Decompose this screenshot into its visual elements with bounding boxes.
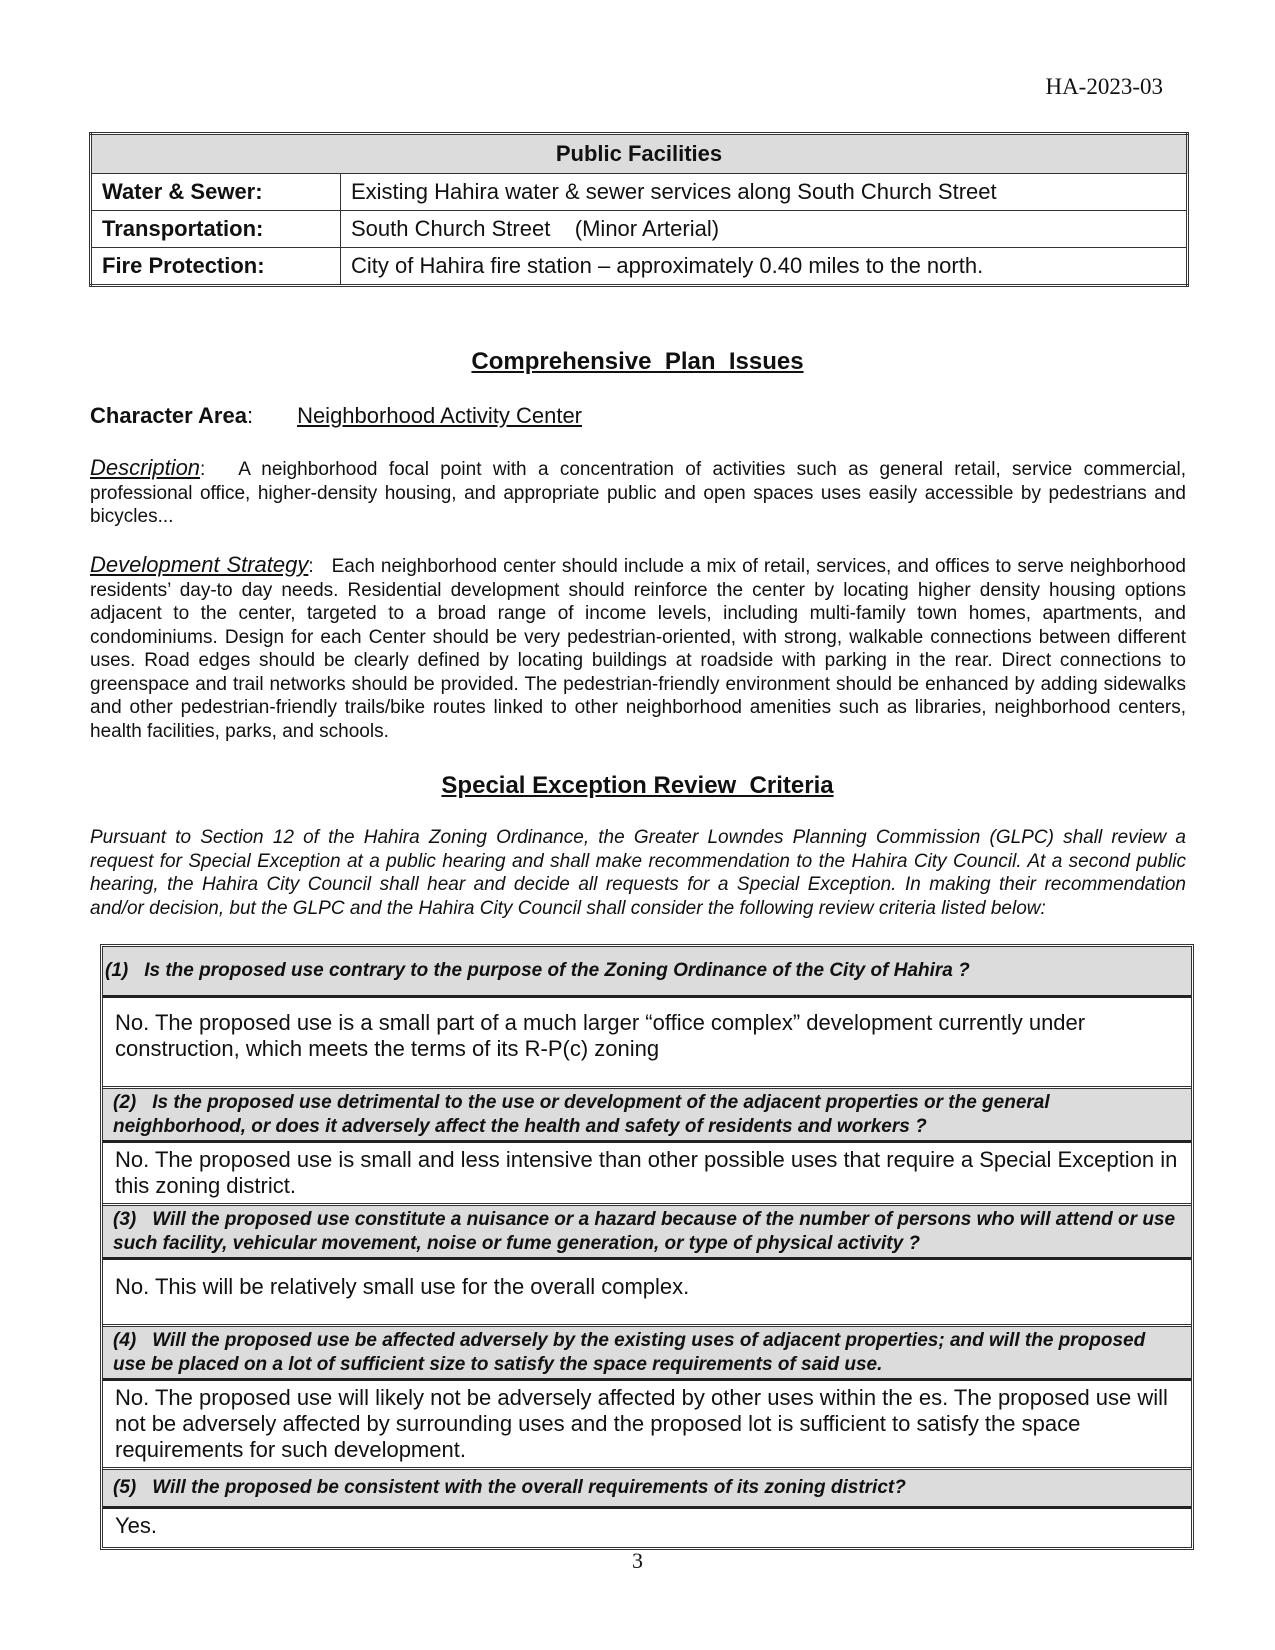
special-exception-intro: Pursuant to Section 12 of the Hahira Zoning Ordinance, the Greater Lowndes Planning Commission (GLPC) shall review a request for Special Exception at a public hearing and shall make recommendation to the Hahira City Council. At a second public hearing, the Hahira City Council shall hear and decide all requests for a Special Exception. In making their recommendation and/or decision, but the GLPC and the Hahira City Council shall consider the following review criteria listed below: bbox=[90, 827, 1186, 919]
criteria-question bbox=[103, 1327, 1191, 1381]
page-number: 3 bbox=[632, 1548, 643, 1573]
criteria-question-text: Will the proposed be consistent with the overall requirements of its zoning district? bbox=[152, 1477, 906, 1499]
criteria-number: (3) bbox=[113, 1209, 137, 1230]
criteria-question-text: Will the proposed use be affected adversely by the existing uses of adjacent properties; and will the proposed use be placed on a lot of sufficient size to satisfy the space requirements of said use. bbox=[113, 1330, 1146, 1375]
development-strategy-label: Development Strategy bbox=[90, 552, 309, 577]
criteria-answer: Yes. bbox=[115, 1513, 158, 1538]
character-area-label: Character Area bbox=[90, 403, 247, 428]
criteria-number: (5) bbox=[113, 1477, 137, 1499]
character-area-value: Neighborhood Activity Center bbox=[297, 403, 582, 428]
criteria-answer: No. The proposed use will likely not be adversely affected by other uses within the es. The proposed use will not be adversely affected by surrounding uses and the proposed lot is sufficient to satisfy the space requirements for such development. bbox=[103, 1381, 1191, 1470]
criteria-question bbox=[103, 1206, 1191, 1260]
row-label: Water & Sewer: bbox=[91, 174, 341, 211]
criteria-question bbox=[103, 947, 1191, 998]
special-exception-heading: Special Exception Review Criteria bbox=[441, 772, 834, 799]
development-strategy-paragraph: Development Strategy: Each neighborhood center should include a mix of retail, services, and offices to serve neighborhood residents’ day-to day needs. Residential development should reinforce the center by locating higher density housing options adjacent to the center, targeted to a broad range of income levels, including multi-family town homes, apartments, and condominiums. Design for each Center should be very pedestrian-oriented, with strong, walkable connections between different uses. Road edges should be clearly defined by locating buildings at roadside with parking in the rear. Direct connections to greenspace and trail networks should be provided. The pedestrian-friendly environment should be enhanced by adding sidewalks and other pedestrian-friendly trails/bike routes linked to other neighborhood amenities such as libraries, neighborhood centers, health facilities, parks, and schools. bbox=[90, 552, 1186, 742]
criteria-question bbox=[103, 1089, 1191, 1143]
row-label: Transportation: bbox=[91, 211, 341, 248]
criteria-number: (1) bbox=[105, 960, 129, 982]
criteria-answer: No. The proposed use is a small part of a much larger “office complex” development currently under construction, which meets the terms of its R-P(c) zoning bbox=[103, 998, 1191, 1089]
criteria-question-text: Is the proposed use detrimental to the use or development of the adjacent properties or the general neighborhood, or does it adversely affect the health and safety of residents and workers ? bbox=[113, 1092, 1050, 1137]
criteria-number: (2) bbox=[113, 1092, 137, 1113]
criteria-table bbox=[100, 944, 1194, 1550]
character-area: Character Area: Neighborhood Activity Center bbox=[90, 403, 582, 428]
document-id: HA-2023-03 bbox=[1045, 74, 1163, 99]
description-paragraph: Description: A neighborhood focal point with a concentration of activities such as general retail, service commercial, professional office, higher-density housing, and appropriate public and open spaces uses easily accessible by pedestrians and bicycles... bbox=[90, 455, 1186, 527]
table-row bbox=[91, 174, 1188, 211]
row-value: Existing Hahira water & sewer services along South Church Street bbox=[341, 174, 1188, 211]
criteria-question bbox=[103, 1470, 1191, 1509]
criteria-number: (4) bbox=[113, 1330, 137, 1351]
criteria-question-text: Is the proposed use contrary to the purpose of the Zoning Ordinance of the City of Hahira ? bbox=[144, 960, 970, 982]
public-facilities-title: Public Facilities bbox=[91, 134, 1188, 174]
criteria-question-text: Will the proposed use constitute a nuisance or a hazard because of the number of persons who will attend or use such facility, vehicular movement, noise or fume generation, or type of physical activity ? bbox=[113, 1209, 1176, 1254]
table-row bbox=[91, 248, 1188, 286]
description-label: Description bbox=[90, 455, 201, 480]
criteria-answer: No. The proposed use is small and less intensive than other possible uses that require a Special Exception in this zoning district. bbox=[103, 1143, 1191, 1206]
comprehensive-plan-heading: Comprehensive Plan Issues bbox=[471, 348, 804, 375]
table-row bbox=[91, 211, 1188, 248]
description-text: A neighborhood focal point with a concentration of activities such as general retail, service commercial, professional office, higher-density housing, and appropriate public and open spaces uses easily accessible by pedestrians and bicycles... bbox=[90, 459, 1186, 527]
row-value: City of Hahira fire station – approximately 0.40 miles to the north. bbox=[341, 248, 1188, 286]
row-value: South Church Street (Minor Arterial) bbox=[341, 211, 1188, 248]
public-facilities-table bbox=[89, 132, 1189, 287]
row-label: Fire Protection: bbox=[91, 248, 341, 286]
criteria-answer: No. This will be relatively small use for the overall complex. bbox=[103, 1260, 1191, 1327]
development-strategy-text: Each neighborhood center should include a mix of retail, services, and offices to serve neighborhood residents’ day-to day needs. Residential development should reinforce the center by locating higher density housing options adjacent to the center, targeted to a broad range of income levels, including multi-family town homes, apartments, and condominiums. Design for each Center should be very pedestrian-oriented, with strong, walkable connections between different uses. Road edges should be clearly defined by locating buildings at roadside with parking in the rear. Direct connections to greenspace and trail networks should be provided. The pedestrian-friendly environment should be enhanced by adding sidewalks and other pedestrian-friendly trails/bike routes linked to other neighborhood amenities such as libraries, neighborhood centers, health facilities, parks, and schools. bbox=[90, 556, 1186, 742]
